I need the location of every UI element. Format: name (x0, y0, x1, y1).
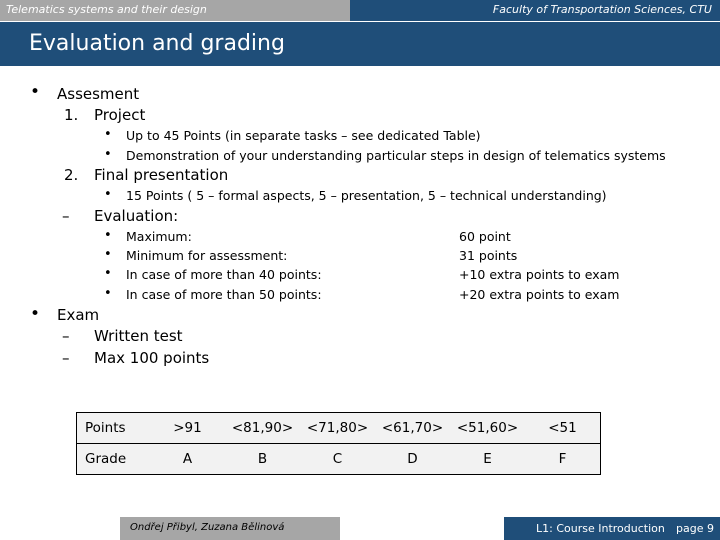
bullet-project-2: • (104, 147, 112, 162)
bullet-exam: • (30, 304, 41, 324)
header-faculty-name: Faculty of Transportation Sciences, CTU (492, 3, 712, 16)
bullet-assessment: • (30, 82, 41, 102)
eval-label-1: Maximum: (126, 229, 192, 244)
header-faculty-bar (350, 0, 720, 21)
bullet-final-1: • (104, 187, 112, 202)
project-item-2: Demonstration of your understanding particular steps in design of telematics systems (126, 148, 666, 163)
table-row-points (77, 413, 600, 444)
eval-value-1: 60 point (459, 229, 511, 244)
eval-label-3: In case of more than 40 points: (126, 267, 322, 282)
footer-page-number: page 9 (676, 522, 714, 535)
exam-heading: Exam (57, 306, 100, 324)
final-item-1: 15 Points ( 5 – formal aspects, 5 – presentation, 5 – technical understanding) (126, 188, 607, 203)
footer-lecture: L1: Course Introduction (536, 522, 665, 535)
evaluation-dash: – (62, 207, 70, 225)
points-cell: <71,80> (300, 413, 375, 444)
footer-authors: Ondřej Přibyl, Zuzana Bělinová (130, 522, 285, 533)
bullet-eval-1: • (104, 228, 112, 243)
title-bar (0, 22, 720, 66)
header-course-title: Telematics systems and their design (6, 3, 207, 16)
points-cell: <61,70> (375, 413, 450, 444)
eval-value-4: +20 extra points to exam (459, 287, 620, 302)
points-row-label: Points (77, 413, 150, 444)
assessment-heading: Assesment (57, 85, 140, 103)
header-course-bar (0, 0, 350, 21)
grade-cell: C (332, 451, 343, 467)
eval-label-4: In case of more than 50 points: (126, 287, 322, 302)
points-cell: >91 (150, 413, 225, 444)
eval-label-2: Minimum for assessment: (126, 248, 288, 263)
points-cell: <51,60> (450, 413, 525, 444)
exam-item-1: Written test (94, 327, 183, 345)
points-cell: <81,90> (225, 413, 300, 444)
project-heading: Project (94, 106, 146, 124)
grade-row-label: Grade (85, 451, 127, 467)
bullet-eval-3: • (104, 266, 112, 281)
exam-item-2: Max 100 points (94, 349, 210, 367)
bullet-eval-2: • (104, 247, 112, 262)
final-heading: Final presentation (94, 166, 229, 184)
grade-table (77, 413, 600, 474)
footer-lecture-bar (504, 517, 720, 540)
bullet-project-1: • (104, 127, 112, 142)
exam-dash-1: – (62, 327, 70, 345)
table-row-grade (77, 444, 600, 475)
grade-cell: F (558, 451, 567, 467)
grade-cell: D (407, 451, 418, 467)
project-number: 1. (64, 106, 79, 124)
footer-authors-bar (120, 517, 340, 540)
bullet-eval-4: • (104, 286, 112, 301)
eval-value-2: 31 points (459, 248, 518, 263)
exam-dash-2: – (62, 349, 70, 367)
grade-cell: E (483, 451, 492, 467)
grade-cell: B (257, 451, 268, 467)
eval-value-3: +10 extra points to exam (459, 267, 620, 282)
grade-cell: A (182, 451, 193, 467)
slide-title: Evaluation and grading (29, 31, 285, 56)
project-item-1: Up to 45 Points (in separate tasks – see dedicated Table) (126, 128, 481, 143)
points-cell: <51 (525, 413, 600, 444)
final-number: 2. (64, 166, 79, 184)
evaluation-heading: Evaluation: (94, 207, 179, 225)
